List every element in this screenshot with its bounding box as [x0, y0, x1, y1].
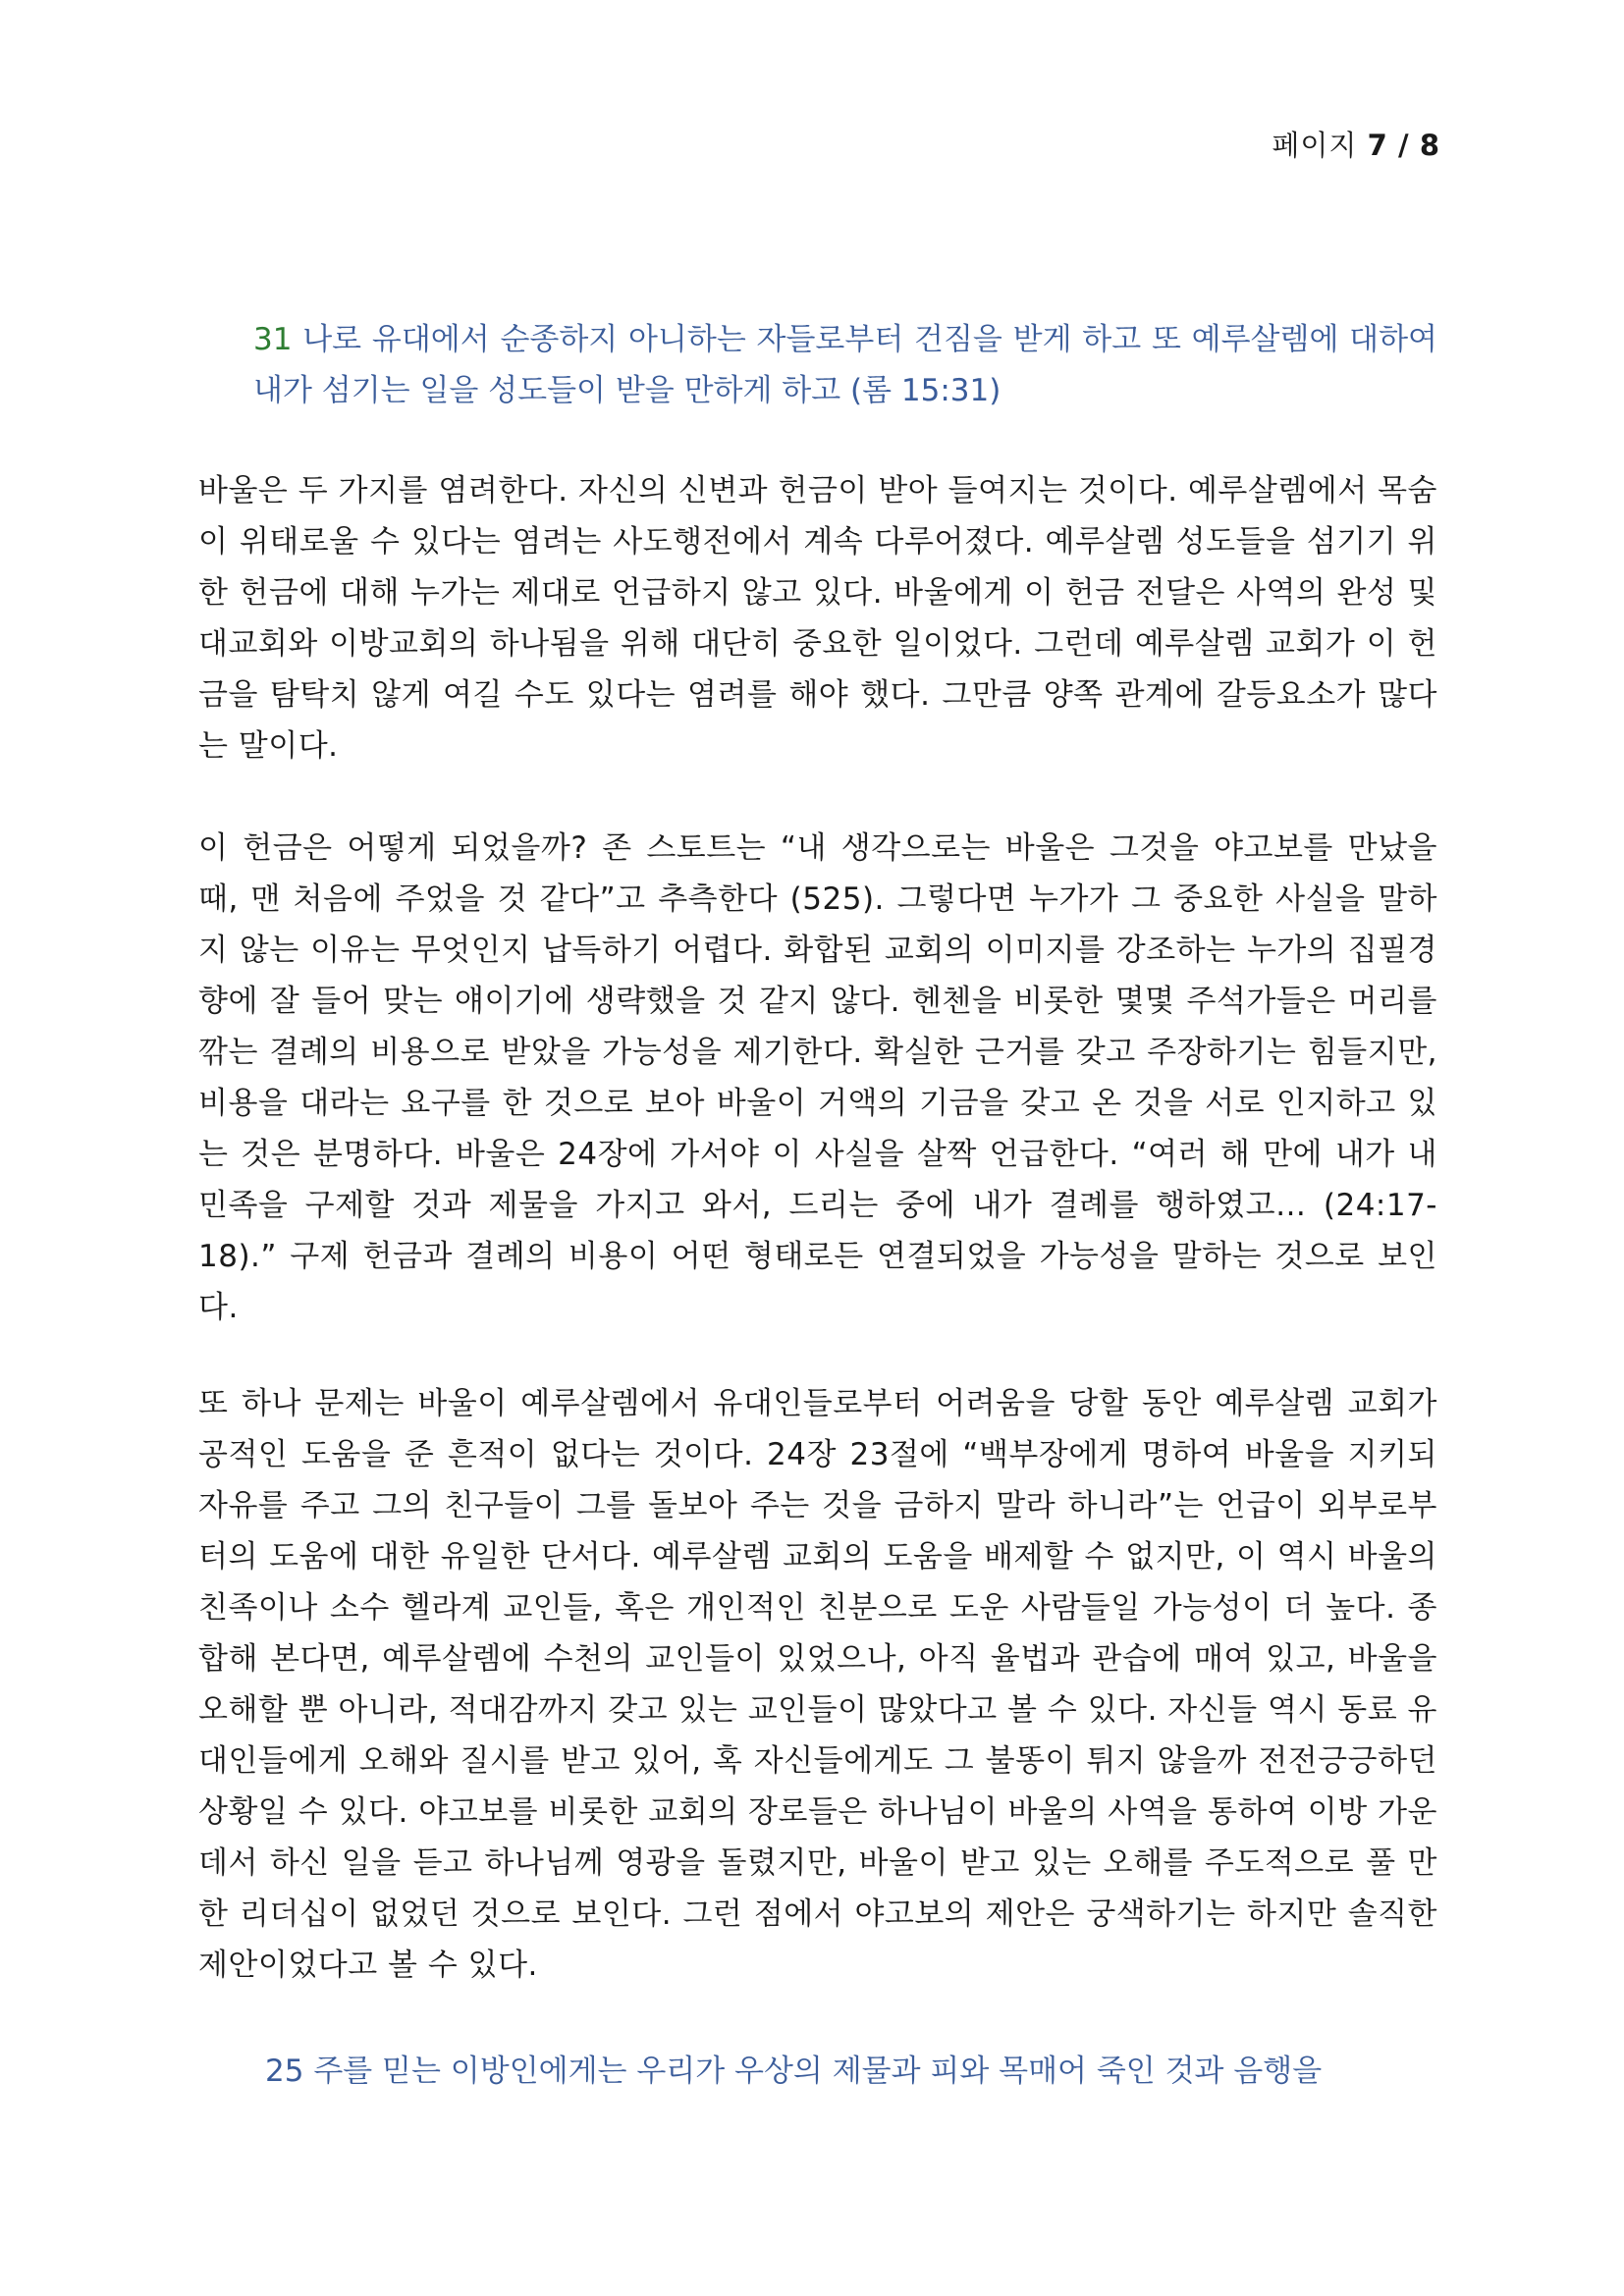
verse-text: 주를 믿는 이방인에게는 우리가 우상의 제물과 피와 목매어 죽인 것과 음행을	[313, 2054, 1323, 2089]
verse-text: 나로 유대에서 순종하지 아니하는 자들로부터 건짐을 받게 하고 또 예루살렘에 대하여 내가 섬기는 일을 성도들이 받을 만하게 하고 (롬 15:31)	[253, 322, 1438, 408]
page-current: 7	[1367, 129, 1388, 162]
body-paragraph: 이 헌금은 어떻게 되었을까? 존 스토트는 “내 생각으로는 바울은 그것을 야고보를 만났을 때, 맨 처음에 주었을 것 같다”고 추측한다 (525). 그렇다면 누가가 그 중요한 사실을 말하지 않는 이유는 무엇인지 납득하기 어렵다. 화합된 교회의 이미지를 강조하는 누가의 집필경향에 잘 들어 맞는 얘이기에 생략했을 것 같지 않다. 헨첸을 비롯한 몇몇 주석가들은 머리를 깎는 결례의 비용으로 받았을 가능성을 제기한다. 확실한 근거를 갖고 주장하기는 힘들지만, 비용을 대라는 요구를 한 것으로 보아 바울이 거액의 기금을 갖고 온 것을 서로 인지하고 있는 것은 분명하다. 바울은 24장에 가서야 이 사실을 살짝 언급한다. “여러 해 만에 내가 내 민족을 구제할 것과 제물을 가지고 와서, 드리는 중에 내가 결례를 행하였고… (24:17-18).” 구제 헌금과 결례의 비용이 어떤 형태로든 연결되었을 가능성을 말하는 것으로 보인다.	[198, 830, 1437, 1325]
page-label: 페이지	[1272, 129, 1358, 162]
body-paragraph: 바울은 두 가지를 염려한다. 자신의 신변과 헌금이 받아 들여지는 것이다. 예루살렘에서 목숨이 위태로울 수 있다는 염려는 사도행전에서 계속 다루어졌다. 예루살렘 성도들을 섬기기 위한 헌금에 대해 누가는 제대로 언급하지 않고 있다. 바울에게 이 헌금 전달은 사역의 완성 및 대교회와 이방교회의 하나됨을 위해 대단히 중요한 일이었다. 그런데 예루살렘 교회가 이 헌금을 탐탁치 않게 여길 수도 있다는 염려를 해야 했다. 그만큼 양쪽 관계에 갈등요소가 많다는 말이다.	[198, 473, 1437, 764]
scripture-quote	[265, 2046, 1437, 2097]
verse-number: 31	[253, 322, 293, 357]
page-number	[1272, 124, 1440, 164]
body-paragraph: 또 하나 문제는 바울이 예루살렘에서 유대인들로부터 어려움을 당할 동안 예루살렘 교회가 공적인 도움을 준 흔적이 없다는 것이다. 24장 23절에 “백부장에게 명하여 바울을 지키되 자유를 주고 그의 친구들이 그를 돌보아 주는 것을 금하지 말라 하니라”는 언급이 외부로부터의 도움에 대한 유일한 단서다. 예루살렘 교회의 도움을 배제할 수 없지만, 이 역시 바울의 친족이나 소수 헬라계 교인들, 혹은 개인적인 친분으로 도운 사람들일 가능성이 더 높다. 종합해 본다면, 예루살렘에 수천의 교인들이 있었으나, 아직 율법과 관습에 매여 있고, 바울을 오해할 뿐 아니라, 적대감까지 갖고 있는 교인들이 많았다고 볼 수 있다. 자신들 역시 동료 유대인들에게 오해와 질시를 받고 있어, 혹 자신들에게도 그 불똥이 튀지 않을까 전전긍긍하던 상황일 수 있다. 야고보를 비롯한 교회의 장로들은 하나님이 바울의 사역을 통하여 이방 가운데서 하신 일을 듣고 하나님께 영광을 돌렸지만, 바울이 받고 있는 오해를 주도적으로 풀 만한 리더십이 없었던 것으로 보인다. 그런 점에서 야고보의 제안은 궁색하기는 하지만 솔직한 제안이었다고 볼 수 있다.	[198, 1386, 1437, 1983]
verse-number: 25	[265, 2054, 304, 2089]
scripture-quote	[253, 314, 1437, 416]
page-total: 8	[1419, 129, 1440, 162]
page-separator: /	[1398, 129, 1410, 162]
